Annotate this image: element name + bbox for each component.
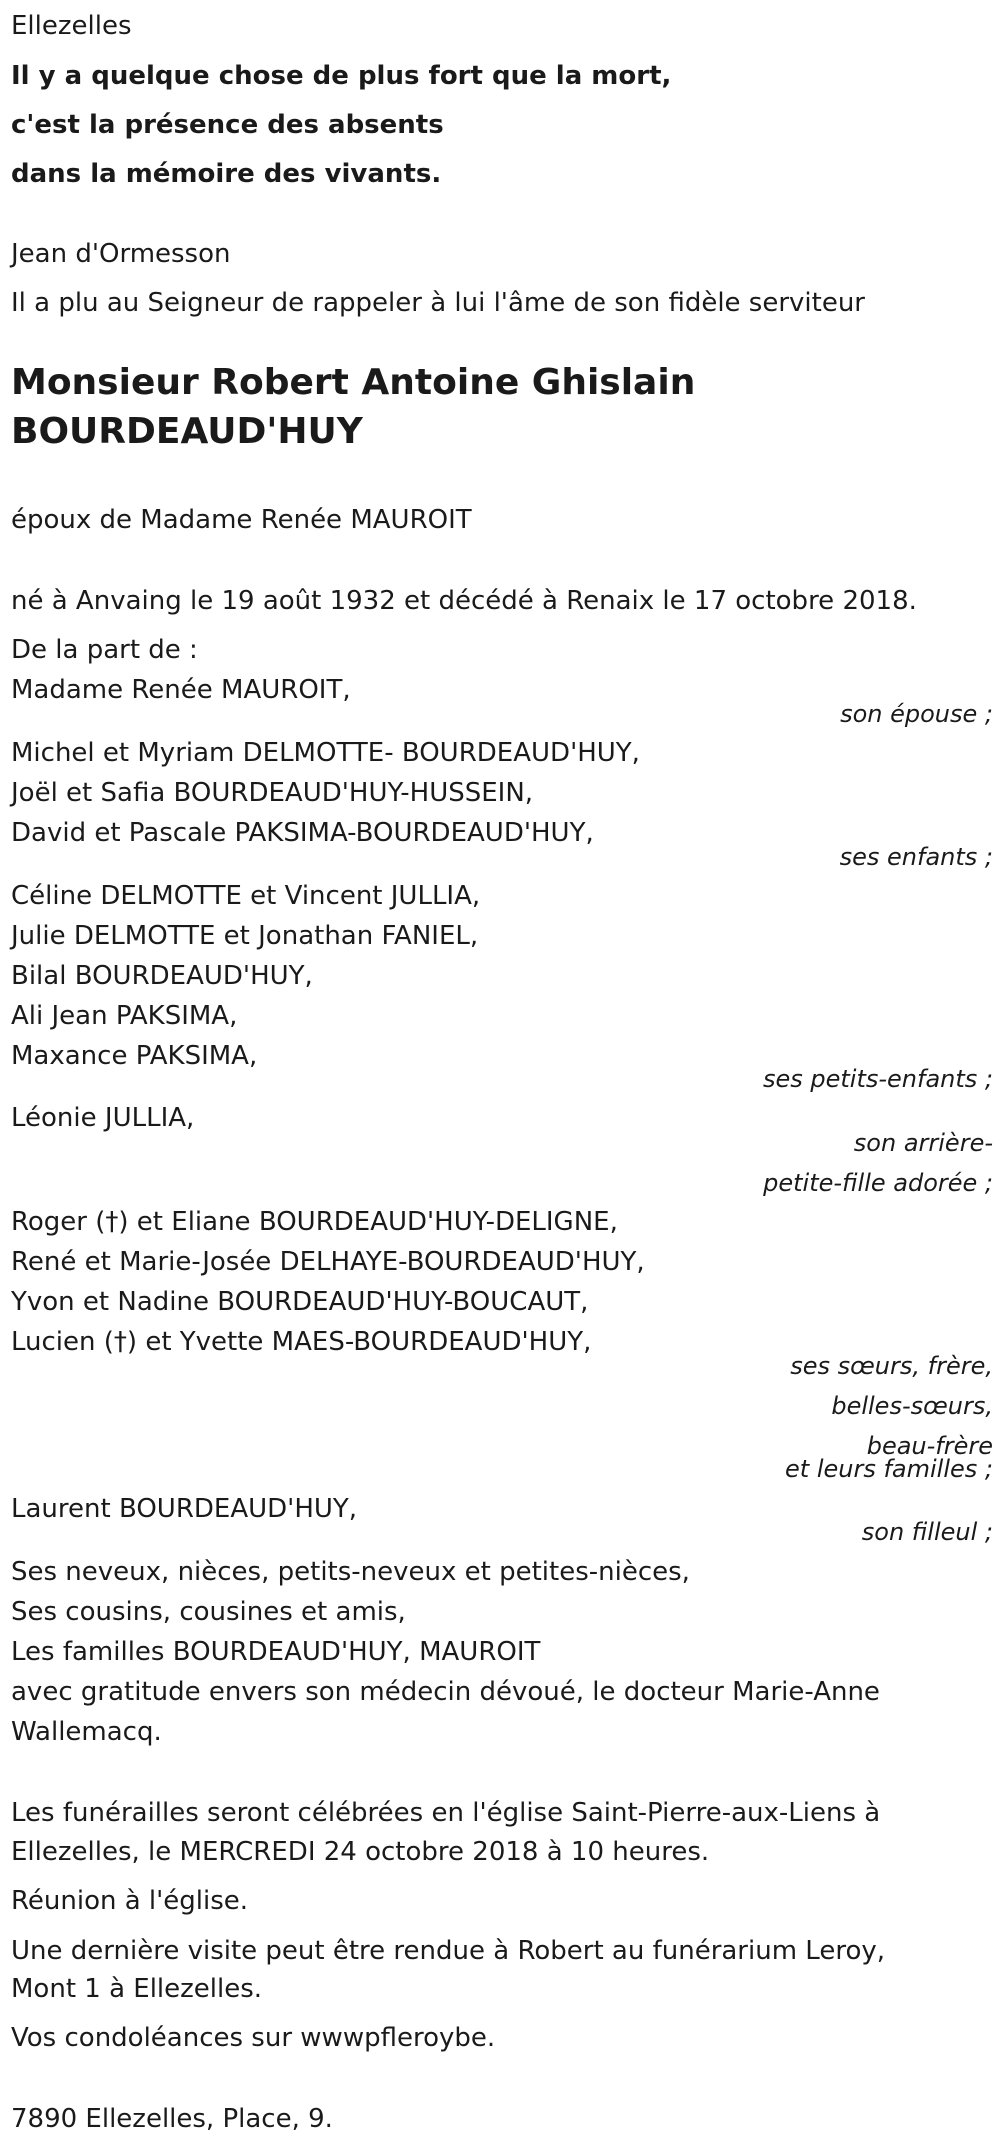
family-relation: beau-frère <box>866 1432 993 1460</box>
family-relation: son filleul ; <box>861 1518 993 1546</box>
family-relation: son arrière- <box>853 1129 993 1157</box>
family-name: Michel et Myriam DELMOTTE- BOURDEAUD'HUY, <box>11 738 640 768</box>
family-others-line: Wallemacq. <box>11 1717 162 1747</box>
family-relation: ses petits-enfants ; <box>762 1065 993 1093</box>
visit-line-2: Mont 1 à Ellezelles. <box>11 1974 263 2004</box>
visit-line-1: Une dernière visite peut être rendue à Robert au funérarium Leroy, <box>11 1936 885 1966</box>
family-name: Roger (†) et Eliane BOURDEAUD'HUY-DELIGNE, <box>11 1207 618 1237</box>
quote-author: Jean d'Ormesson <box>11 239 231 269</box>
family-relation: belles-sœurs, <box>831 1392 993 1420</box>
family-name: Bilal BOURDEAUD'HUY, <box>11 961 313 991</box>
family-relation: et leurs familles ; <box>785 1455 993 1483</box>
family-name: Lucien (†) et Yvette MAES-BOURDEAUD'HUY, <box>11 1327 592 1357</box>
family-others-line: Ses neveux, nièces, petits-neveux et petites-nièces, <box>11 1557 690 1587</box>
family-name: Céline DELMOTTE et Vincent JULLIA, <box>11 881 481 911</box>
family-name: Maxance PAKSIMA, <box>11 1041 258 1071</box>
family-name: Laurent BOURDEAUD'HUY, <box>11 1494 358 1524</box>
birth-death-line: né à Anvaing le 19 août 1932 et décédé à Renaix le 17 octobre 2018. <box>11 586 917 616</box>
funeral-line-2: Ellezelles, le MERCREDI 24 octobre 2018 à 10 heures. <box>11 1837 710 1867</box>
quote-line-1: Il y a quelque chose de plus fort que la mort, <box>11 61 672 91</box>
family-name: David et Pascale PAKSIMA-BOURDEAUD'HUY, <box>11 818 594 848</box>
spouse-line: époux de Madame Renée MAUROIT <box>11 505 472 535</box>
family-name: René et Marie-Josée DELHAYE-BOURDEAUD'HUY, <box>11 1247 645 1277</box>
deceased-name-line-1: Monsieur Robert Antoine Ghislain <box>11 362 696 403</box>
family-relation: petite-fille adorée ; <box>763 1169 993 1197</box>
address-line: 7890 Ellezelles, Place, 9. <box>11 2104 333 2134</box>
family-others-line: Les familles BOURDEAUD'HUY, MAUROIT <box>11 1637 541 1667</box>
family-relation: ses enfants ; <box>839 843 993 871</box>
family-name: Julie DELMOTTE et Jonathan FANIEL, <box>11 921 479 951</box>
gathering-line: Réunion à l'église. <box>11 1886 249 1916</box>
family-name: Madame Renée MAUROIT, <box>11 675 351 705</box>
location-header: Ellezelles <box>11 11 132 41</box>
family-name: Léonie JULLIA, <box>11 1103 195 1133</box>
family-relation: ses sœurs, frère, <box>790 1352 993 1380</box>
condolences-line: Vos condoléances sur wwwpfleroybe. <box>11 2023 496 2053</box>
quote-line-3: dans la mémoire des vivants. <box>11 159 442 189</box>
quote-line-2: c'est la présence des absents <box>11 110 444 140</box>
deceased-name-line-2: BOURDEAUD'HUY <box>11 411 363 452</box>
family-relation: son épouse ; <box>840 700 993 728</box>
funeral-line-1: Les funérailles seront célébrées en l'église Saint-Pierre-aux-Liens à <box>11 1798 881 1828</box>
family-name: Yvon et Nadine BOURDEAUD'HUY-BOUCAUT, <box>11 1287 589 1317</box>
family-name: Joël et Safia BOURDEAUD'HUY-HUSSEIN, <box>11 778 534 808</box>
family-others-line: Ses cousins, cousines et amis, <box>11 1597 406 1627</box>
family-name: Ali Jean PAKSIMA, <box>11 1001 238 1031</box>
family-intro: De la part de : <box>11 635 198 665</box>
intro-text: Il a plu au Seigneur de rappeler à lui l'âme de son fidèle serviteur <box>11 288 866 318</box>
family-others-line: avec gratitude envers son médecin dévoué, le docteur Marie-Anne <box>11 1677 880 1707</box>
